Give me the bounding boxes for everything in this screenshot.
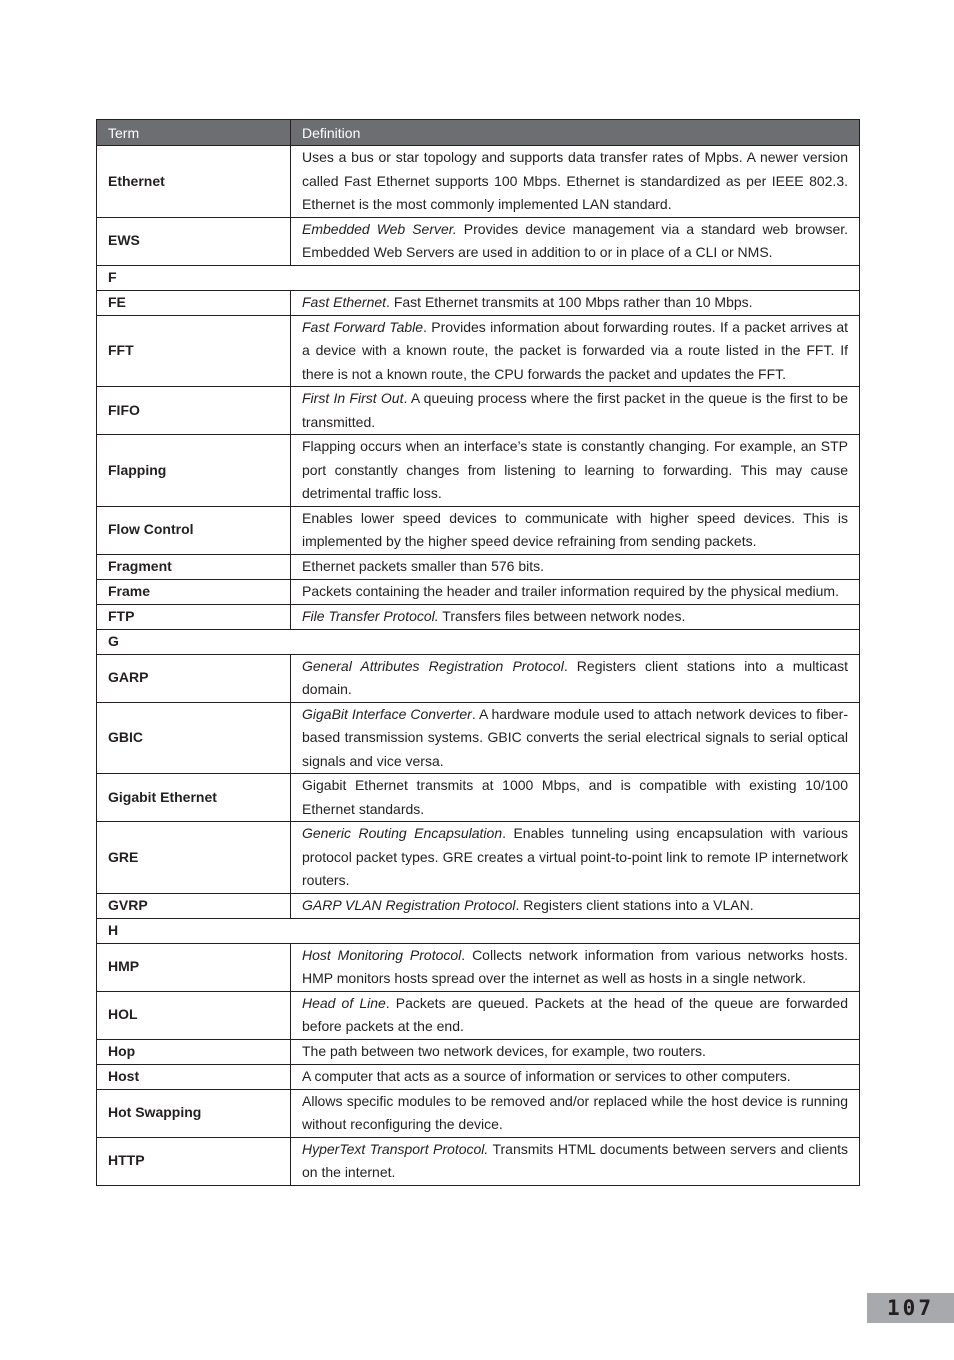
definition-expansion: HyperText Transport Protocol.	[302, 1140, 489, 1157]
definition-text: . Collects network information from various networks hosts. HMP monitors hosts spread over the internet as well as hosts in a single network.	[302, 946, 848, 986]
table-header-row	[97, 120, 860, 146]
table-row	[97, 1064, 860, 1089]
table-row	[97, 991, 860, 1039]
term-cell: FTP	[97, 604, 291, 629]
table-row	[97, 1137, 860, 1185]
definition-text: . A hardware module used to attach network devices to fiber-based transmission systems. GBIC converts the serial electrical signals to serial optical signals and vice versa.	[302, 705, 848, 769]
term-cell: GARP	[97, 654, 291, 702]
definition-text: Transmits HTML documents between servers and clients on the internet.	[302, 1140, 848, 1180]
section-letter-row	[97, 629, 860, 654]
term-cell: FIFO	[97, 387, 291, 435]
table-body	[97, 146, 860, 1186]
definition-cell	[291, 702, 860, 774]
definition-text: . Provides information about forwarding routes. If a packet arrives at a device with a known route, the packet is forwarded via a route listed in the FFT. If there is not a known route, the CPU forwards the packet and updates the FFT.	[302, 318, 848, 382]
definition-text: . Registers client stations into a VLAN.	[515, 896, 754, 913]
term-cell: GVRP	[97, 893, 291, 918]
term-cell: Host	[97, 1064, 291, 1089]
table-row	[97, 893, 860, 918]
definition-text: . Enables tunneling using encapsulation with various protocol packet types. GRE creates a virtual point-to-point link to remote IP internetwork routers.	[302, 825, 848, 888]
definition-text: Gigabit Ethernet transmits at 1000 Mbps, and is compatible with existing 10/100 Ethernet standards.	[302, 777, 848, 817]
column-header-term: Term	[97, 120, 291, 146]
table-row	[97, 315, 860, 387]
definition-cell	[291, 1137, 860, 1185]
section-letter: G	[97, 629, 860, 654]
term-cell: Hot Swapping	[97, 1089, 291, 1137]
table-row	[97, 702, 860, 774]
column-header-definition: Definition	[291, 120, 860, 146]
term-cell: FE	[97, 290, 291, 315]
definition-text: . A queuing process where the first packet in the queue is the first to be transmitted.	[302, 390, 848, 430]
definition-cell	[291, 893, 860, 918]
definition-expansion: Generic Routing Encapsulation	[302, 825, 503, 841]
definition-text: A computer that acts as a source of information or services to other computers.	[302, 1067, 791, 1084]
table-row	[97, 604, 860, 629]
term-cell: FFT	[97, 315, 291, 387]
table-row	[97, 506, 860, 554]
definition-text: Uses a bus or star topology and supports data transfer rates of Mpbs. A newer version called Fast Ethernet supports 100 Mbps. Ethernet is standardized as per IEEE 802.3. Ethernet is the most commonly implemented LAN standard.	[302, 149, 848, 212]
term-cell: Flow Control	[97, 506, 291, 554]
term-cell: Hop	[97, 1039, 291, 1064]
table-row	[97, 387, 860, 435]
definition-text: Flapping occurs when an interface’s state is constantly changing. For example, an STP port constantly changes from listening to learning to forwarding. This may cause detrimental traffic loss.	[302, 438, 848, 501]
table-row	[97, 435, 860, 507]
definition-text: Ethernet packets smaller than 576 bits.	[302, 557, 545, 574]
glossary-table	[96, 119, 860, 1186]
definition-cell	[291, 387, 860, 435]
definition-text: Provides device management via a standard web browser. Embedded Web Servers are used in addition to or in place of a CLI or NMS.	[302, 220, 849, 260]
term-cell: Fragment	[97, 554, 291, 579]
definition-expansion: Fast Ethernet	[302, 293, 387, 310]
definition-text: Allows specific modules to be removed and/or replaced while the host device is running without reconfiguring the device.	[302, 1092, 848, 1132]
table-row	[97, 1039, 860, 1064]
definition-cell	[291, 146, 860, 218]
definition-text: Packets containing the header and trailer information required by the physical medium.	[302, 582, 839, 599]
definition-text: . Packets are queued. Packets at the head of the queue are forwarded before packets at the end.	[302, 994, 848, 1034]
table-row	[97, 1089, 860, 1137]
definition-text: . Registers client stations into a multicast domain.	[302, 657, 848, 697]
section-letter-row	[97, 265, 860, 290]
definition-expansion: Fast Forward Table	[302, 318, 424, 335]
term-cell: GBIC	[97, 702, 291, 774]
definition-cell	[291, 315, 860, 387]
section-letter: H	[97, 918, 860, 943]
definition-cell	[291, 435, 860, 507]
definition-expansion: First In First Out	[302, 390, 404, 406]
definition-text: Enables lower speed devices to communicate with higher speed devices. This is implemented by the higher speed device refraining from sending packets.	[302, 509, 848, 549]
term-cell: Flapping	[97, 435, 291, 507]
definition-expansion: File Transfer Protocol.	[302, 607, 439, 624]
term-cell: GRE	[97, 822, 291, 894]
definition-cell	[291, 943, 860, 991]
definition-cell	[291, 604, 860, 629]
table-row	[97, 654, 860, 702]
definition-cell	[291, 774, 860, 822]
definition-expansion: General Attributes Registration Protocol	[302, 657, 564, 674]
term-cell: HMP	[97, 943, 291, 991]
term-cell: Frame	[97, 579, 291, 604]
page-number: 107	[867, 1293, 954, 1323]
table-row	[97, 822, 860, 894]
table-row	[97, 774, 860, 822]
table-row	[97, 579, 860, 604]
section-letter: F	[97, 265, 860, 290]
definition-cell	[291, 1064, 860, 1089]
table-row	[97, 943, 860, 991]
definition-cell	[291, 991, 860, 1039]
definition-expansion: Head of Line	[302, 994, 386, 1011]
term-cell: HOL	[97, 991, 291, 1039]
term-cell: HTTP	[97, 1137, 291, 1185]
definition-cell	[291, 217, 860, 265]
definition-cell	[291, 654, 860, 702]
definition-text: . Fast Ethernet transmits at 100 Mbps rather than 10 Mbps.	[386, 293, 753, 310]
definition-cell	[291, 506, 860, 554]
definition-expansion: GigaBit Interface Converter	[302, 705, 472, 722]
definition-expansion: GARP VLAN Registration Protocol	[302, 896, 516, 913]
term-cell: Gigabit Ethernet	[97, 774, 291, 822]
definition-expansion: Embedded Web Server.	[302, 220, 457, 237]
definition-cell	[291, 1089, 860, 1137]
definition-text: The path between two network devices, for example, two routers.	[302, 1042, 706, 1059]
definition-cell	[291, 822, 860, 894]
table-row	[97, 554, 860, 579]
term-cell: EWS	[97, 217, 291, 265]
definition-cell	[291, 554, 860, 579]
section-letter-row	[97, 918, 860, 943]
table-row	[97, 290, 860, 315]
table-row	[97, 217, 860, 265]
definition-text: Transfers files between network nodes.	[438, 607, 686, 624]
term-cell: Ethernet	[97, 146, 291, 218]
table-row	[97, 146, 860, 218]
definition-cell	[291, 1039, 860, 1064]
definition-cell	[291, 579, 860, 604]
definition-expansion: Host Monitoring Protocol	[302, 946, 462, 963]
definition-cell	[291, 290, 860, 315]
